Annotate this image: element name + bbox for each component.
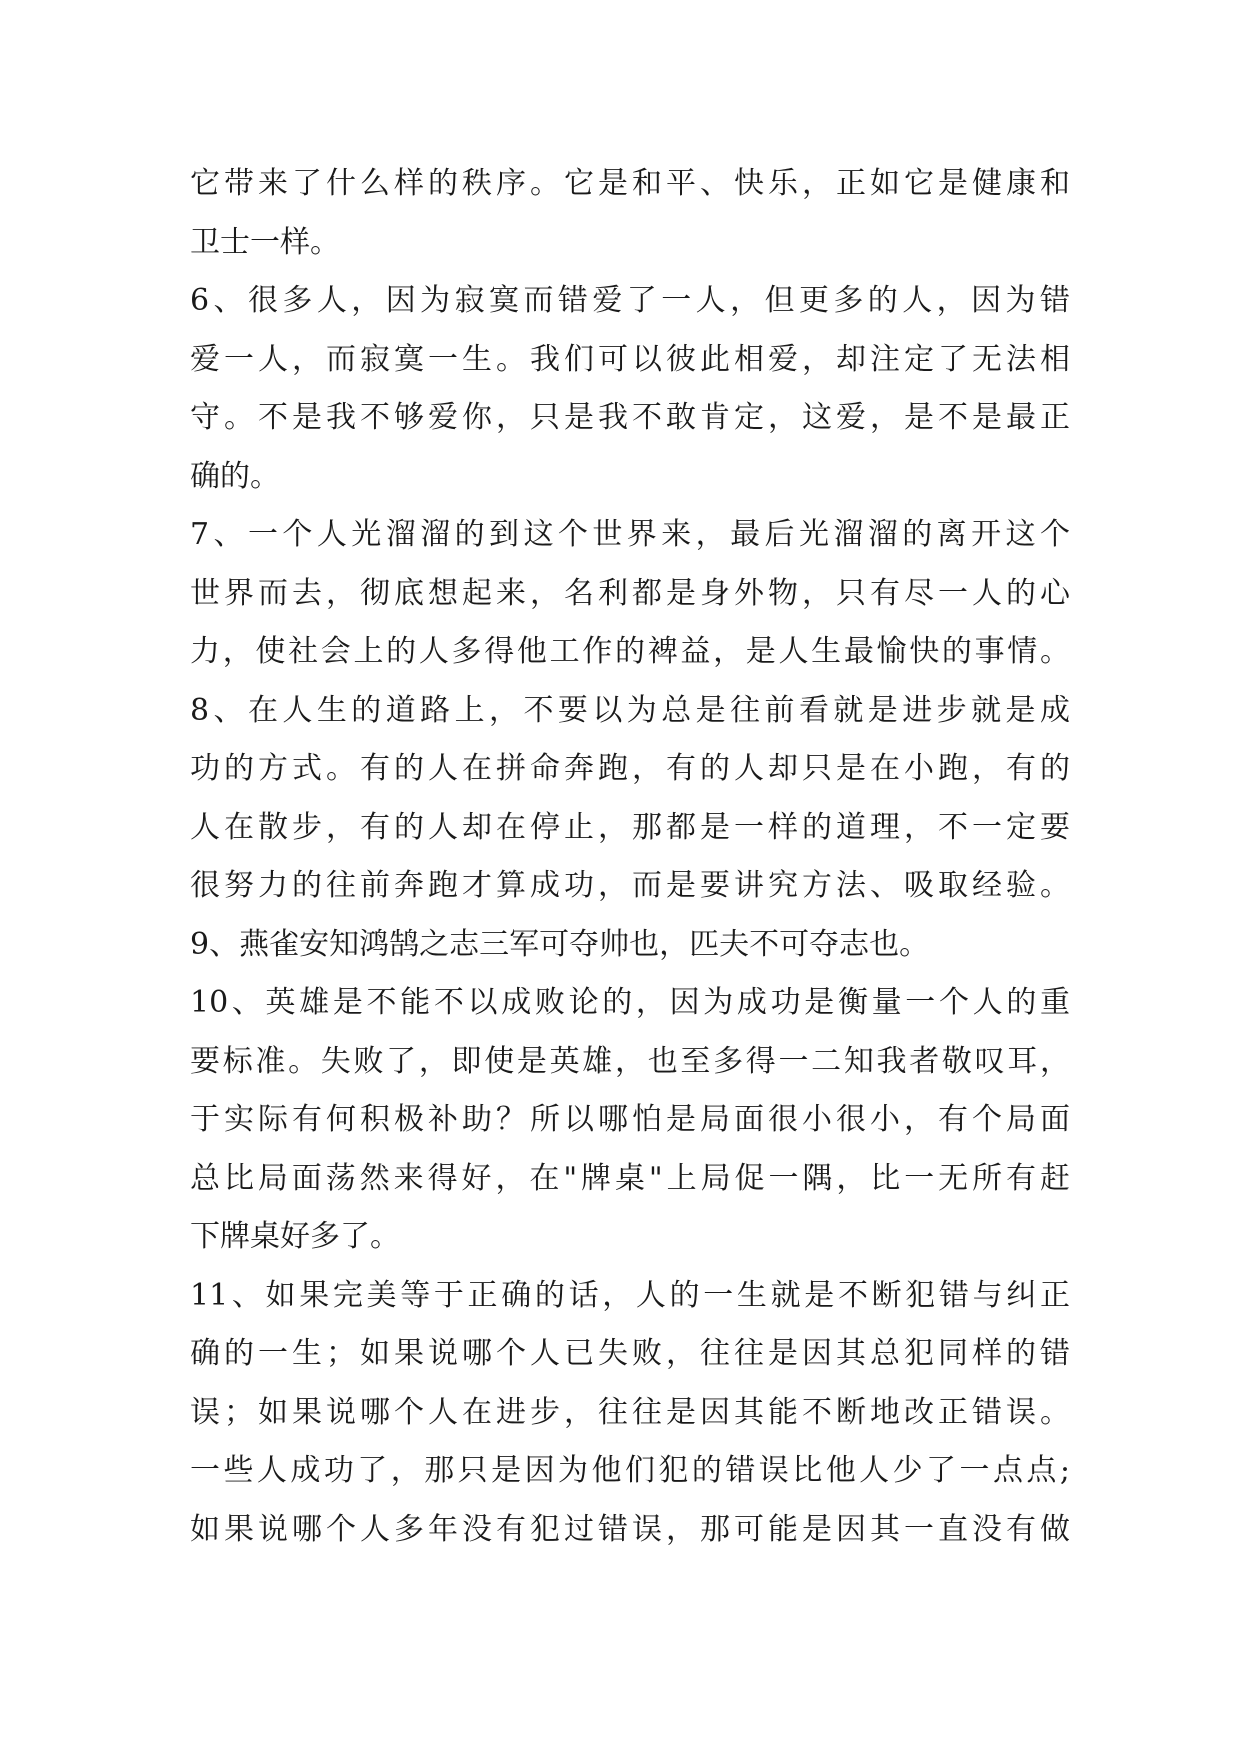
text-body — [190, 155, 1070, 1559]
text-line: 一些人成功了，那只是因为他们犯的错误比他人少了一点点; — [190, 1453, 1070, 1488]
text-line: 它带来了什么样的秩序。它是和平、快乐，正如它是健康和 — [190, 166, 1070, 201]
text-line: 6、很多人，因为寂寞而错爱了一人，但更多的人，因为错 — [190, 283, 1070, 318]
text-line: 确的一生；如果说哪个人已失败，往往是因其总犯同样的错 — [190, 1336, 1070, 1371]
text-line: 世界而去，彻底想起来，名利都是身外物，只有尽一人的心 — [190, 575, 1070, 611]
text-line: 于实际有何积极补助？所以哪怕是局面很小很小，有个局面 — [190, 1102, 1070, 1137]
text-line: 7、一个人光溜溜的到这个世界来，最后光溜溜的离开这个 — [190, 517, 1070, 552]
text-line: 8、在人生的道路上，不要以为总是往前看就是进步就是成 — [190, 692, 1070, 728]
text-line: 误；如果说哪个人在进步，往往是因其能不断地改正错误。 — [190, 1394, 1070, 1430]
text-line: 力，使社会上的人多得他工作的裨益，是人生最愉快的事情。 — [190, 634, 1070, 669]
text-line: 功的方式。有的人在拼命奔跑，有的人却只是在小跑，有的 — [190, 751, 1070, 786]
text-line: 卫士一样。 — [190, 224, 340, 260]
text-line: 下牌桌好多了。 — [190, 1219, 400, 1254]
text-line: 爱一人，而寂寞一生。我们可以彼此相爱，却注定了无法相 — [190, 341, 1070, 377]
text-line: 9、燕雀安知鸿鹄之志三军可夺帅也，匹夫不可夺志也。 — [190, 926, 930, 962]
text-line: 很努力的往前奔跑才算成功，而是要讲究方法、吸取经验。 — [190, 868, 1070, 903]
text-line: 守。不是我不够爱你，只是我不敢肯定，这爱，是不是最正 — [190, 400, 1070, 435]
text-line: 11、如果完美等于正确的话，人的一生就是不断犯错与纠正 — [190, 1277, 1070, 1313]
text-line: 确的。 — [190, 458, 280, 494]
text-line: 10、英雄是不能不以成败论的，因为成功是衡量一个人的重 — [190, 985, 1070, 1020]
text-line: 要标准。失败了，即使是英雄，也至多得一二知我者敬叹耳， — [190, 1043, 1070, 1079]
text-line: 如果说哪个人多年没有犯过错误，那可能是因其一直没有做 — [190, 1511, 1070, 1547]
text-line: 总比局面荡然来得好，在"牌桌"上局促一隅，比一无所有赶 — [190, 1160, 1070, 1196]
text-line: 人在散步，有的人却在停止，那都是一样的道理，不一定要 — [190, 809, 1070, 845]
